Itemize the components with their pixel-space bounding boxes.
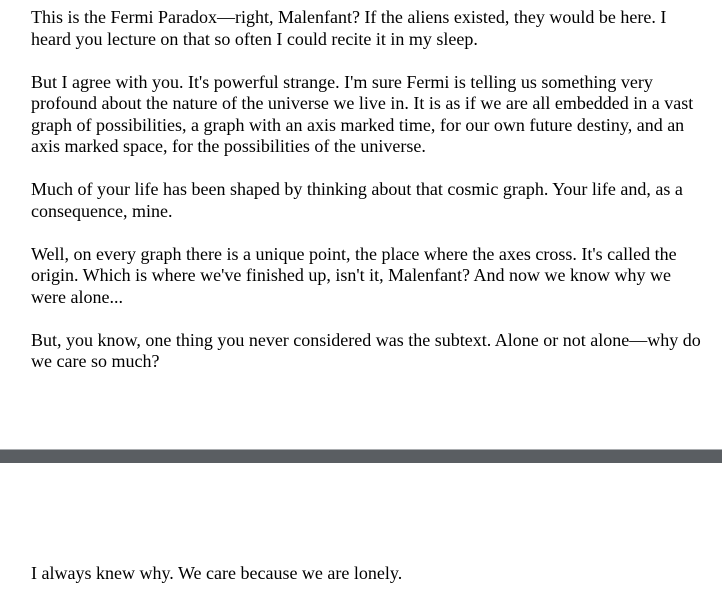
paragraph: But, you know, one thing you never considered was the subtext. Alone or not alone—why do we care so much? — [31, 329, 701, 371]
paragraph: I always knew why. We care because we are lonely. — [31, 563, 403, 583]
paragraph: Well, on every graph there is a unique point, the place where the axes cross. It's called the origin. Which is where we've finished up, isn't it, Malenfant? And now we know why we were alone... — [31, 243, 677, 307]
paragraph: But I agree with you. It's powerful strange. I'm sure Fermi is telling us something very profound about the nature of the universe we live in. It is as if we are all embedded in a vast graph of possibilities, a graph with an axis marked time, for our own future destiny, and an axis marked space, for the possibilities of the universe. — [31, 71, 694, 156]
paragraph: Much of your life has been shaped by thinking about that cosmic graph. Your life and, as a consequence, mine. — [31, 179, 683, 221]
page-divider — [0, 449, 722, 463]
page-two — [0, 463, 722, 600]
paragraph: This is the Fermi Paradox—right, Malenfant? If the aliens existed, they would be here. I heard you lecture on that so often I could recite it in my sleep. — [31, 7, 667, 49]
page-one-text — [31, 7, 701, 394]
